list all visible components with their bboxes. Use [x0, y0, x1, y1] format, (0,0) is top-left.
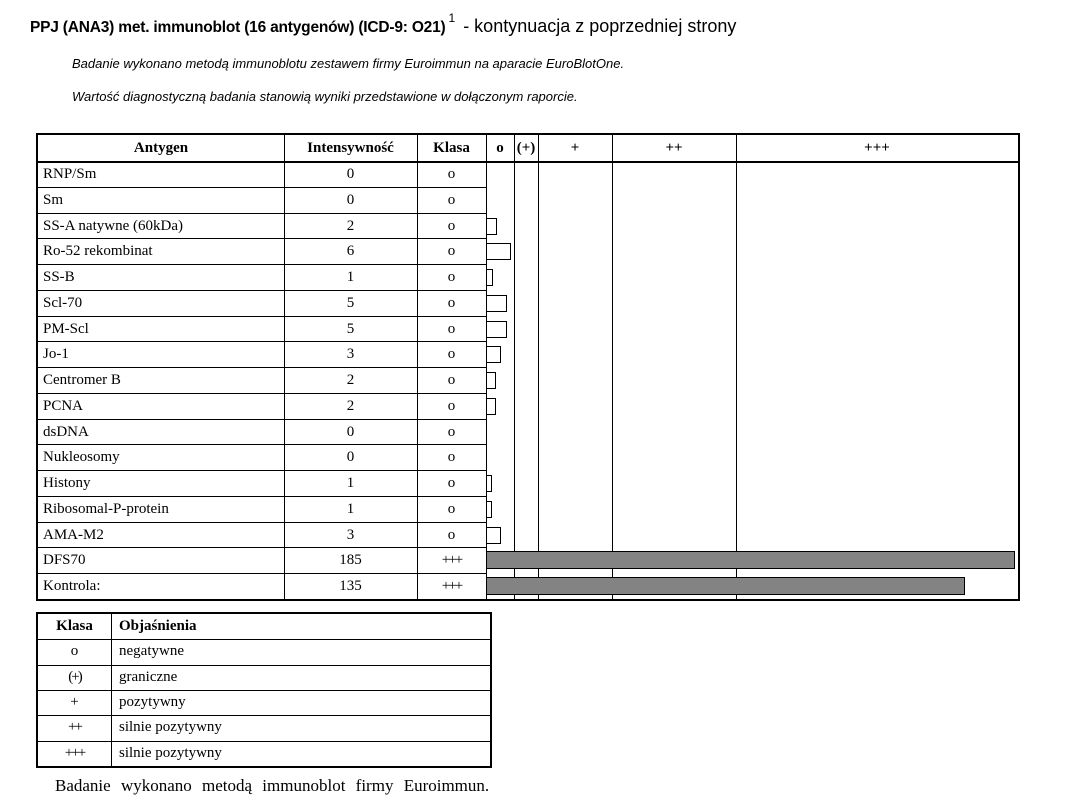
antigen-name: Kontrola: — [43, 578, 101, 594]
class-value: o — [447, 269, 456, 285]
intensity-bar-weak — [486, 269, 493, 286]
intensity-value: 1 — [346, 269, 355, 285]
col-header-antygen: Antygen — [133, 140, 189, 156]
intensity-value: 0 — [346, 449, 355, 465]
legend-class-description: silnie pozytywny — [119, 745, 222, 761]
antigen-name: dsDNA — [43, 424, 89, 440]
antigen-name: Scl-70 — [43, 295, 83, 311]
class-value: o — [447, 295, 456, 311]
intensity-bar-strong — [486, 577, 965, 595]
class-value: o — [447, 527, 456, 543]
intensity-value: 2 — [346, 398, 355, 414]
antigen-name: DFS70 — [43, 552, 86, 568]
intensity-bar-weak — [486, 501, 492, 518]
page-title-continuation: - kontynuacja z poprzedniej strony — [463, 16, 737, 36]
intensity-value: 135 — [339, 578, 362, 594]
scale-header-o: o — [496, 140, 504, 156]
legend-class-symbol: + — [70, 694, 79, 710]
antigen-name: Centromer B — [43, 372, 121, 388]
intensity-value: 0 — [346, 192, 355, 208]
intensity-bar-weak — [486, 243, 511, 260]
class-value: o — [447, 321, 456, 337]
col-header-klasa: Klasa — [433, 140, 470, 156]
legend-header-klasa: Klasa — [56, 618, 93, 634]
intensity-value: 0 — [346, 166, 355, 182]
intensity-bar-weak — [486, 295, 507, 312]
intensity-bar-weak — [486, 218, 497, 235]
intensity-bar-weak — [486, 372, 496, 389]
title-superscript: 1 — [448, 11, 456, 25]
antigen-name: Jo-1 — [43, 346, 69, 362]
class-value: +++ — [441, 552, 462, 568]
legend-class-symbol: ++ — [68, 719, 81, 735]
intensity-value: 5 — [346, 295, 355, 311]
intensity-bar-weak — [486, 346, 501, 363]
scale-band-separator — [612, 135, 613, 599]
intensity-value: 1 — [346, 475, 355, 491]
class-value: o — [447, 192, 456, 208]
legend-class-symbol: (+) — [68, 669, 81, 685]
antigen-name: Sm — [43, 192, 64, 208]
legend-class-description: silnie pozytywny — [119, 719, 222, 735]
intensity-value: 2 — [346, 372, 355, 388]
legend-class-description: graniczne — [119, 669, 178, 685]
antigen-name: Nukleosomy — [43, 449, 120, 465]
antigen-name: PCNA — [43, 398, 84, 414]
intensity-value: 3 — [346, 346, 355, 362]
class-value: o — [447, 243, 456, 259]
class-value: o — [447, 218, 456, 234]
class-value: o — [447, 501, 456, 517]
scale-header-borderline: (+) — [516, 140, 536, 156]
intensity-value: 6 — [346, 243, 355, 259]
scale-band-separator — [514, 135, 515, 599]
legend-class-symbol: +++ — [64, 745, 85, 761]
legend-header-objasnienia: Objaśnienia — [119, 618, 197, 634]
antigen-name: Ro-52 rekombinat — [43, 243, 153, 259]
legend-table — [36, 612, 492, 768]
scale-header-plus: + — [570, 140, 580, 156]
intensity-value: 3 — [346, 527, 355, 543]
class-value: o — [447, 475, 456, 491]
page-title-bold: PPJ (ANA3) met. immunoblot (16 antygenów) (ICD-9: O21) — [30, 19, 446, 36]
legend-class-description: pozytywny — [119, 694, 186, 710]
diagnostic-value-note: Wartość diagnostyczną badania stanowią wyniki przedstawione w dołączonym raporcie. — [72, 89, 578, 104]
intensity-bar-strong — [486, 551, 1015, 569]
intensity-value: 185 — [339, 552, 362, 568]
intensity-bar-weak — [486, 321, 507, 338]
intensity-value: 2 — [346, 218, 355, 234]
col-header-intensywnosc: Intensywność — [307, 140, 394, 156]
class-value: o — [447, 449, 456, 465]
intensity-bar-weak — [486, 398, 496, 415]
intensity-value: 5 — [346, 321, 355, 337]
antigen-name: PM-Scl — [43, 321, 89, 337]
class-value: o — [447, 346, 456, 362]
legend-class-symbol: o — [70, 643, 79, 659]
antigen-name: AMA-M2 — [43, 527, 104, 543]
legend-class-description: negatywne — [119, 643, 184, 659]
method-note: Badanie wykonano metodą immunoblotu zestawem firmy Euroimmun na aparacie EuroBlotOne. — [72, 56, 625, 71]
scale-band-separator — [736, 135, 737, 599]
intensity-value: 1 — [346, 501, 355, 517]
intensity-bar-weak — [486, 475, 492, 492]
scale-header-plus3: +++ — [864, 140, 890, 156]
class-value: o — [447, 398, 456, 414]
page-title — [30, 11, 736, 37]
class-value: o — [447, 372, 456, 388]
class-value: o — [447, 424, 456, 440]
intensity-bar-weak — [486, 527, 501, 544]
class-value: o — [447, 166, 456, 182]
antigen-name: Histony — [43, 475, 91, 491]
antigen-name: Ribosomal-P-protein — [43, 501, 169, 517]
scale-header-plus2: ++ — [665, 140, 683, 156]
results-table — [36, 133, 1020, 601]
footer-note: Badanie wykonano metodą immunoblot firmy Euroimmun. — [55, 776, 490, 795]
antigen-name: SS-A natywne (60kDa) — [43, 218, 183, 234]
scale-band-separator — [538, 135, 539, 599]
antigen-name: RNP/Sm — [43, 166, 97, 182]
intensity-value: 0 — [346, 424, 355, 440]
class-value: +++ — [441, 578, 462, 594]
antigen-name: SS-B — [43, 269, 75, 285]
